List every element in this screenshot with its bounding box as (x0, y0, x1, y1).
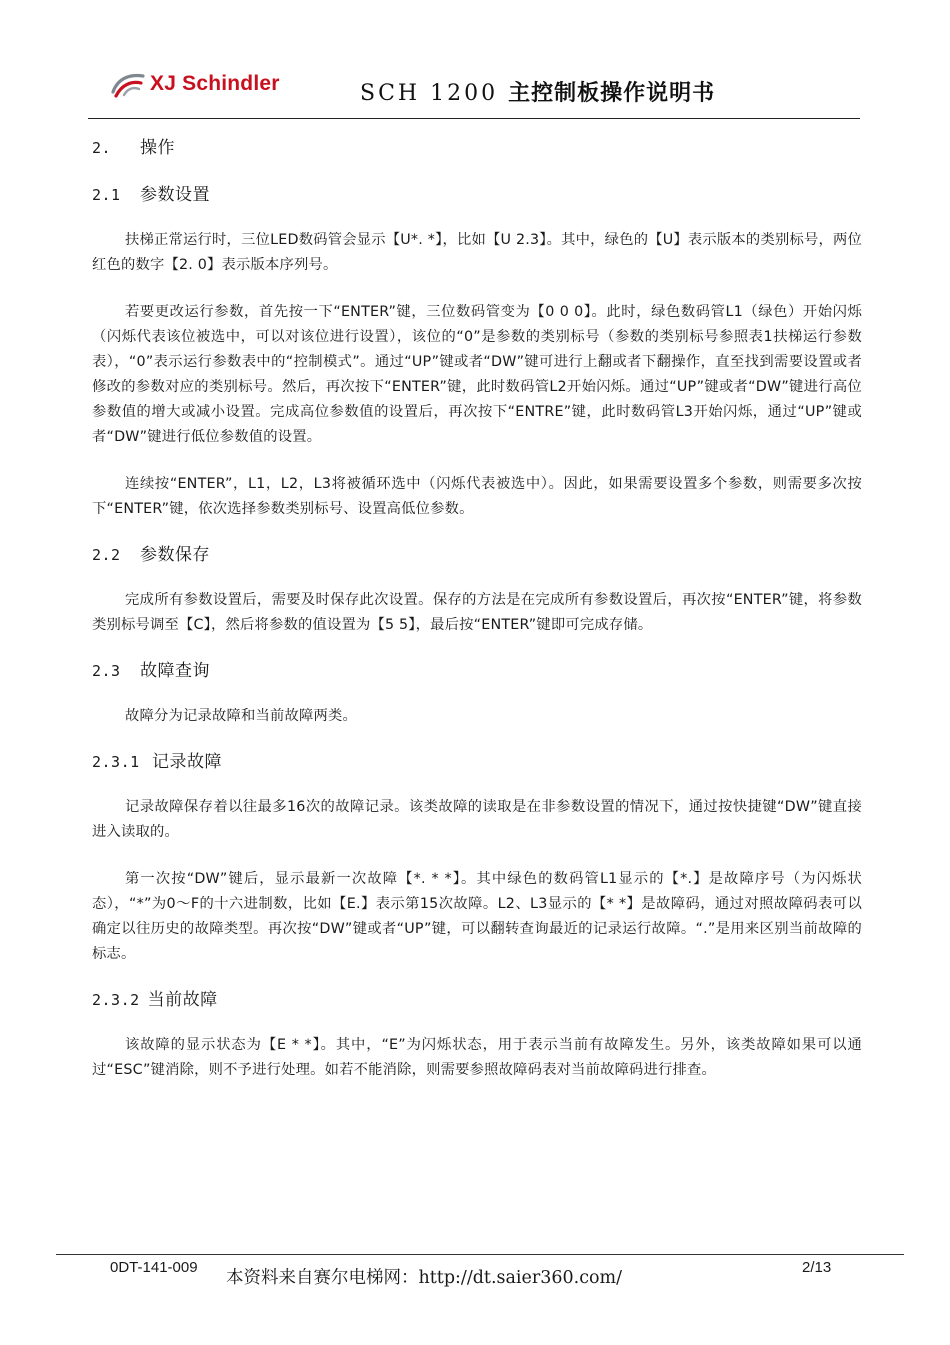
paragraph: 第一次按“DW”键后，显示最新一次故障【*. * *】。其中绿色的数码管L1显示的【*.】是故障序号（为闪烁状态），“*”为0～F的十六进制数，比如【E.】表示第15次故障。L2、L3显示的【* *】是故障码，通过对照故障码表可以确定以往历史的故障类型。再次按“DW”键或者“UP”键，可以翻转查询最近的记录运行故障。“.”是用来区别当前故障的标志。 (92, 871, 862, 962)
page-number: 2/13 (802, 1259, 832, 1276)
page-footer (56, 1254, 904, 1288)
section-heading-2-3 (92, 659, 862, 683)
brand-name: XJ Schindler (150, 72, 280, 95)
paragraph: 若要更改运行参数，首先按一下“ENTER”键，三位数码管变为【0 0 0】。此时，绿色数码管L1（绿色）开始闪烁（闪烁代表该位被选中，可以对该位进行设置），该位的“0”是参数的类别标号（参数的类别标号参照表1扶梯运行参数表），“0”表示运行参数表中的“控制模式”。通过“UP”键或者“DW”键可进行上翻或者下翻操作，直至找到需要设置或者修改的参数对应的类别标号。然后，再次按下“ENTER”键，此时数码管L2开始闪烁。通过“UP”键或者“DW”键进行高位参数值的增大或减小设置。完成高位参数值的设置后，再次按下“ENTRE”键，此时数码管L3开始闪烁，通过“UP”键或者“DW”键进行低位参数值的设置。 (92, 304, 862, 445)
paragraph: 记录故障保存着以往最多16次的故障记录。该类故障的读取是在非参数设置的情况下，通过按快捷键“DW”键直接进入读取的。 (92, 799, 862, 840)
page-header (88, 62, 860, 119)
section-heading-2-3-2 (92, 988, 862, 1012)
document-code: SCH 1200 (360, 81, 499, 106)
section-heading-2 (92, 136, 862, 160)
paragraph: 故障分为记录故障和当前故障两类。 (125, 708, 357, 724)
section-title: 记录故障 (152, 752, 222, 772)
paragraph: 连续按“ENTER”，L1，L2，L3将被循环选中（闪烁代表被选中）。因此，如果需要设置多个参数，则需要多次按下“ENTER”键，依次选择参数类别标号、设置高低位参数。 (92, 476, 862, 517)
section-title: 参数设置 (140, 185, 210, 205)
paragraph: 扶梯正常运行时，三位LED数码管会显示【U*. *】，比如【U 2.3】。其中，绿色的【U】表示版本的类别标号，两位红色的数字【2. 0】表示版本序列号。 (92, 232, 862, 273)
section-number: 2. (92, 139, 112, 157)
section-number: 2.3.1 (92, 753, 140, 771)
section-title: 参数保存 (140, 545, 210, 565)
section-number: 2.3 (92, 662, 121, 680)
section-heading-2-2 (92, 543, 862, 567)
section-number: 2.2 (92, 546, 121, 564)
source-note: 本资料来自赛尔电梯网：http://dt.saier360.com/ (226, 1268, 623, 1288)
section-title: 当前故障 (147, 990, 218, 1010)
document-title (360, 76, 715, 107)
section-title: 故障查询 (140, 661, 210, 681)
section-title: 操作 (140, 138, 175, 158)
page-content (92, 134, 862, 1083)
document-number: 0DT-141-009 (110, 1259, 198, 1276)
brand-logo (110, 70, 280, 98)
paragraph: 该故障的显示状态为【E * *】。其中，“E”为闪烁状态，用于表示当前有故障发生。另外，该类故障如果可以通过“ESC”键消除，则不予进行处理。如若不能消除，则需要参照故障码表对当前故障码进行排查。 (92, 1037, 862, 1078)
section-heading-2-3-1 (92, 750, 862, 774)
paragraph: 完成所有参数设置后，需要及时保存此次设置。保存的方法是在完成所有参数设置后，再次按“ENTER”键，将参数类别标号调至【C】，然后将参数的值设置为【5 5】，最后按“ENTER”键即可完成存储。 (92, 592, 862, 633)
section-number: 2.1 (92, 186, 121, 204)
section-heading-2-1 (92, 183, 862, 207)
xj-schindler-swoosh-icon (110, 70, 146, 98)
document-name: 主控制板操作说明书 (508, 81, 716, 106)
section-number: 2.3.2 (92, 991, 140, 1009)
